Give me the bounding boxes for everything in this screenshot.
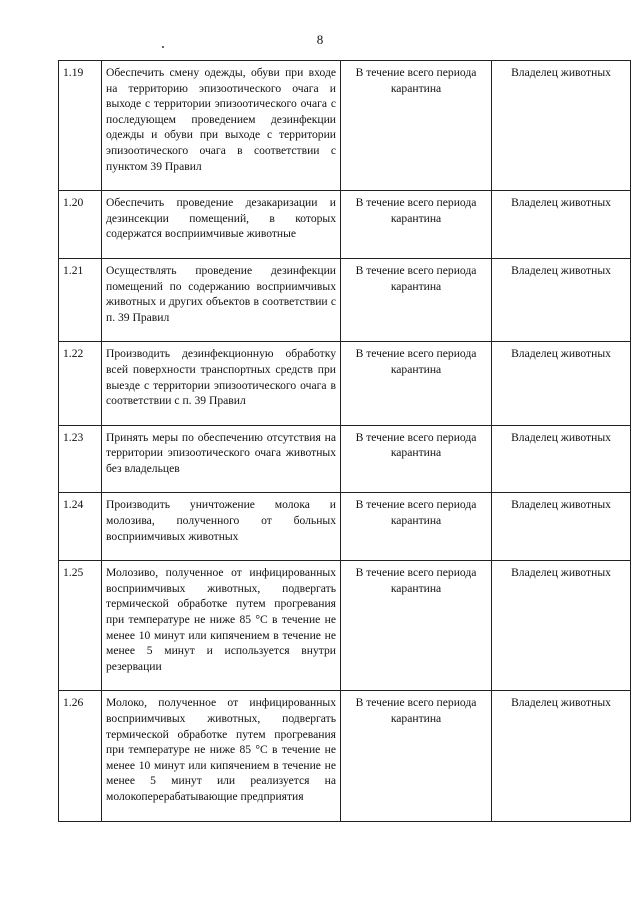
table-row	[59, 61, 631, 191]
row-responsible: Владелец животных	[492, 258, 631, 341]
table-row	[59, 425, 631, 493]
row-responsible: Владелец животных	[492, 493, 631, 561]
table-row	[59, 561, 631, 691]
row-description: Молозиво, полученное от инфицированных восприимчивых животных, подвергать термической обработке путем прогревания при температуре не ниже 85 °С в течение не менее 10 минут или кипячением в течение не менее 5 минут и используется внутри резервации	[102, 561, 341, 691]
row-responsible: Владелец животных	[492, 342, 631, 425]
row-responsible: Владелец животных	[492, 691, 631, 821]
row-responsible: Владелец животных	[492, 61, 631, 191]
row-description: Молоко, полученное от инфицированных восприимчивых животных, подвергать термической обработке путем прогревания при температуре не ниже 85 °С в течение не менее 10 минут или кипячением в течение не менее 5 минут или реализуется на молокоперерабатывающие предприятия	[102, 691, 341, 821]
row-term: В течение всего периода карантина	[341, 342, 492, 425]
scan-speck	[162, 46, 164, 48]
row-number: 1.21	[59, 258, 102, 341]
row-term: В течение всего периода карантина	[341, 691, 492, 821]
row-term: В течение всего периода карантина	[341, 493, 492, 561]
row-description: Осуществлять проведение дезинфекции помещений по содержанию восприимчивых животных и других объектов в соответствии с п. 39 Правил	[102, 258, 341, 341]
row-term: В течение всего периода карантина	[341, 258, 492, 341]
row-description: Принять меры по обеспечению отсутствия на территории эпизоотического очага животных без владельцев	[102, 425, 341, 493]
row-number: 1.22	[59, 342, 102, 425]
row-number: 1.24	[59, 493, 102, 561]
measures-table	[58, 60, 631, 822]
row-term: В течение всего периода карантина	[341, 61, 492, 191]
row-number: 1.23	[59, 425, 102, 493]
row-description: Обеспечить смену одежды, обуви при входе на территорию эпизоотического очага и выходе с территории эпизоотического очага с последующем проведением дезинфекции одежды и обуви при выходе с территории эпизоотического очага в соответствии с пунктом 39 Правил	[102, 61, 341, 191]
table-row	[59, 191, 631, 259]
table-row	[59, 258, 631, 341]
row-responsible: Владелец животных	[492, 561, 631, 691]
row-number: 1.20	[59, 191, 102, 259]
row-number: 1.26	[59, 691, 102, 821]
row-term: В течение всего периода карантина	[341, 425, 492, 493]
row-number: 1.19	[59, 61, 102, 191]
table-row	[59, 342, 631, 425]
row-responsible: Владелец животных	[492, 191, 631, 259]
row-term: В течение всего периода карантина	[341, 191, 492, 259]
table-row	[59, 691, 631, 821]
table-row	[59, 493, 631, 561]
row-number: 1.25	[59, 561, 102, 691]
row-description: Производить дезинфекционную обработку всей поверхности транспортных средств при выезде с территории эпизоотического очага в соответствии с п. 39 Правил	[102, 342, 341, 425]
row-description: Производить уничтожение молока и молозива, полученного от больных восприимчивых животных	[102, 493, 341, 561]
row-description: Обеспечить проведение дезакаризации и дезинсекции помещений, в которых содержатся восприимчивые животные	[102, 191, 341, 259]
row-term: В течение всего периода карантина	[341, 561, 492, 691]
page-number: 8	[316, 32, 324, 47]
row-responsible: Владелец животных	[492, 425, 631, 493]
